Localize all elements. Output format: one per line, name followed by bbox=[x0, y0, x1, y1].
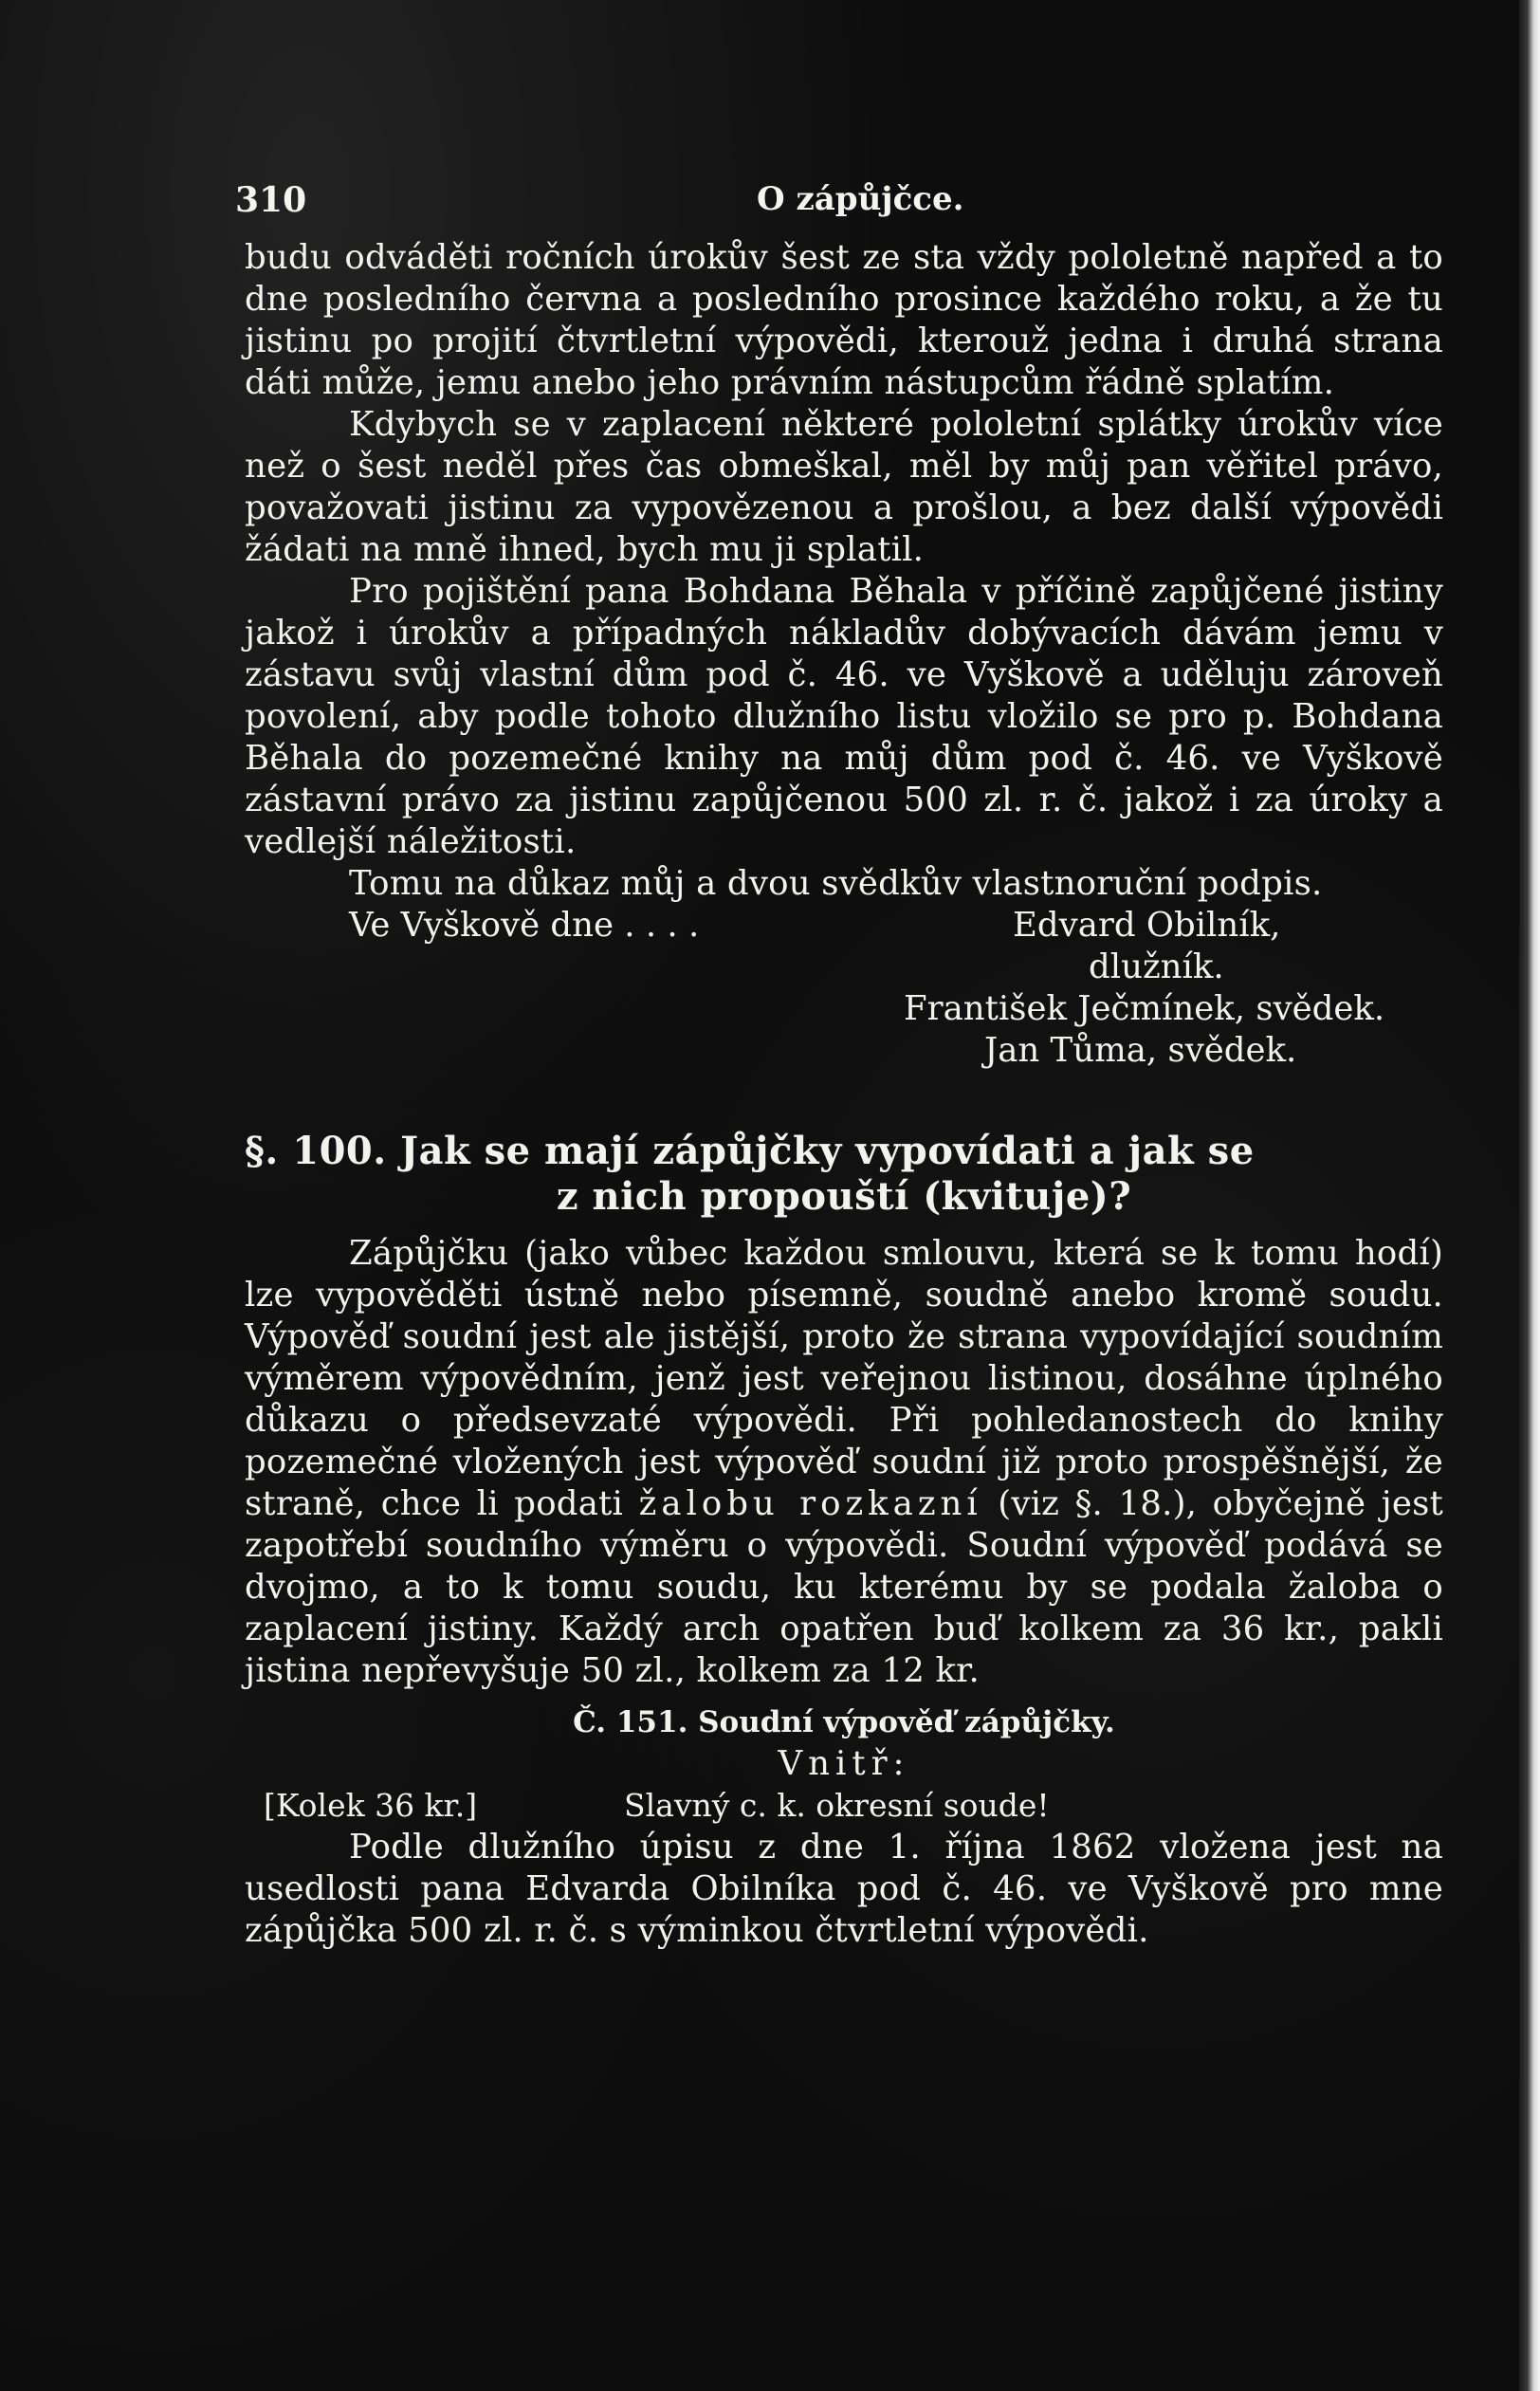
stamp-row bbox=[245, 1785, 1443, 1827]
form-paragraph: Podle dlužního úpisu z dne 1. října 1862 vložena jest na usedlosti pana Edvarda Obilníka pod č. 46. ve Vyškově pro mne zápůjčka 500 zl. r. č. s výminkou čtvrtletní výpovědi. bbox=[245, 1828, 1443, 1950]
spaced-term: žalobu rozkazní bbox=[638, 1484, 982, 1523]
section-title-line-2: z nich propouští (kvituje)? bbox=[556, 1174, 1132, 1219]
paragraph-attestation: Tomu na důkaz můj a dvou svědkův vlastnoruční podpis. bbox=[349, 864, 1323, 903]
debtor-role: dlužník. bbox=[1089, 947, 1224, 986]
section-number: §. 100. bbox=[245, 1129, 387, 1173]
form-subtitle: Vnitř: bbox=[778, 1744, 910, 1783]
running-head bbox=[235, 180, 1443, 237]
section-paragraph-part-1: Zápůjčku (jako vůbec každou smlouvu, která se k tomu hodí) lze vypověděti ústně nebo písemně, soudně anebo kromě soudu. Výpověď soudní jest ale jistější, proto že strana vypovídající soudním výměrem výpovědním, jenž jest veřejnou listinou, dosáhne úplného důkazu o předsevzaté výpovědi. Při pohledanostech do knihy pozemečné vložených jest výpověď soudní již proto prospěšnější, že straně, chce li podati bbox=[245, 1234, 1443, 1523]
signature-row-1 bbox=[245, 905, 1443, 947]
form-title: Č. 151. Soudní výpověď zápůjčky. bbox=[573, 1705, 1115, 1739]
debtor-name: Edvard Obilník, bbox=[1013, 906, 1281, 945]
section-heading bbox=[245, 1129, 1443, 1220]
signature-row-3 bbox=[245, 988, 1443, 1030]
signature-row-4 bbox=[245, 1030, 1443, 1072]
section-paragraph bbox=[245, 1233, 1443, 1692]
running-title: O zápůjčce. bbox=[757, 180, 964, 218]
page-edge bbox=[1519, 0, 1540, 2391]
text-block bbox=[235, 180, 1443, 1952]
section-paragraph-part-2: (viz §. 18.), obyčejně jest zapotřebí soudního výměru o výpovědi. Soudní výpověď podává se dvojmo, a to k tomu soudu, ku kterému by se podala žaloba o zaplacení jistiny. Každý arch opatřen buď kolkem za 36 kr., pakli jistina nepřevyšuje 50 zl., kolkem za 12 kr. bbox=[245, 1484, 1443, 1690]
paragraph-default-clause: Kdybych se v zaplacení některé pololetní splátky úrokův více než o šest neděl přes čas obmeškal, měl by můj pan věřitel právo, považovati jistinu za vypovězenou a prošlou, a bez další výpovědi žádati na mně ihned, bych mu ji splatil. bbox=[245, 405, 1443, 569]
salutation: Slavný c. k. okresní soude! bbox=[624, 1787, 1050, 1824]
page-number: 310 bbox=[235, 180, 307, 220]
stamp-note: [Kolek 36 kr.] bbox=[264, 1787, 478, 1824]
witness-2: Jan Tůma, svědek. bbox=[984, 1031, 1297, 1070]
section-title-line-1: Jak se mají zápůjčky vypovídati a jak se bbox=[400, 1129, 1255, 1173]
witness-1: František Ječmínek, svědek. bbox=[904, 989, 1385, 1028]
paragraph-continuation: budu odváděti ročních úrokův šest ze sta vždy pololetně napřed a to dne posledního června a posledního prosince každého roku, a že tu jistinu po projití čtvrtletní výpovědi, kterouž jedna i druhá strana dáti může, jemu anebo jeho právním nástupcům řádně splatím. bbox=[245, 238, 1443, 402]
paragraph-security-clause: Pro pojištění pana Bohdana Běhala v příčině zapůjčené jistiny jakož i úrokův a případných nákladův dobývacích dávám jemu v zástavu svůj vlastní dům pod č. 46. ve Vyškově a uděluju zároveň povolení, aby podle tohoto dlužního listu vložilo se pro p. Bohdana Běhala do pozemečné knihy na můj dům pod č. 46. ve Vyškově zástavní právo za jistinu zapůjčenou 500 zl. r. č. jakož i za úroky a vedlejší náležitosti. bbox=[245, 572, 1443, 861]
place-date: Ve Vyškově dne . . . . bbox=[349, 906, 700, 945]
signature-row-2 bbox=[245, 947, 1443, 988]
